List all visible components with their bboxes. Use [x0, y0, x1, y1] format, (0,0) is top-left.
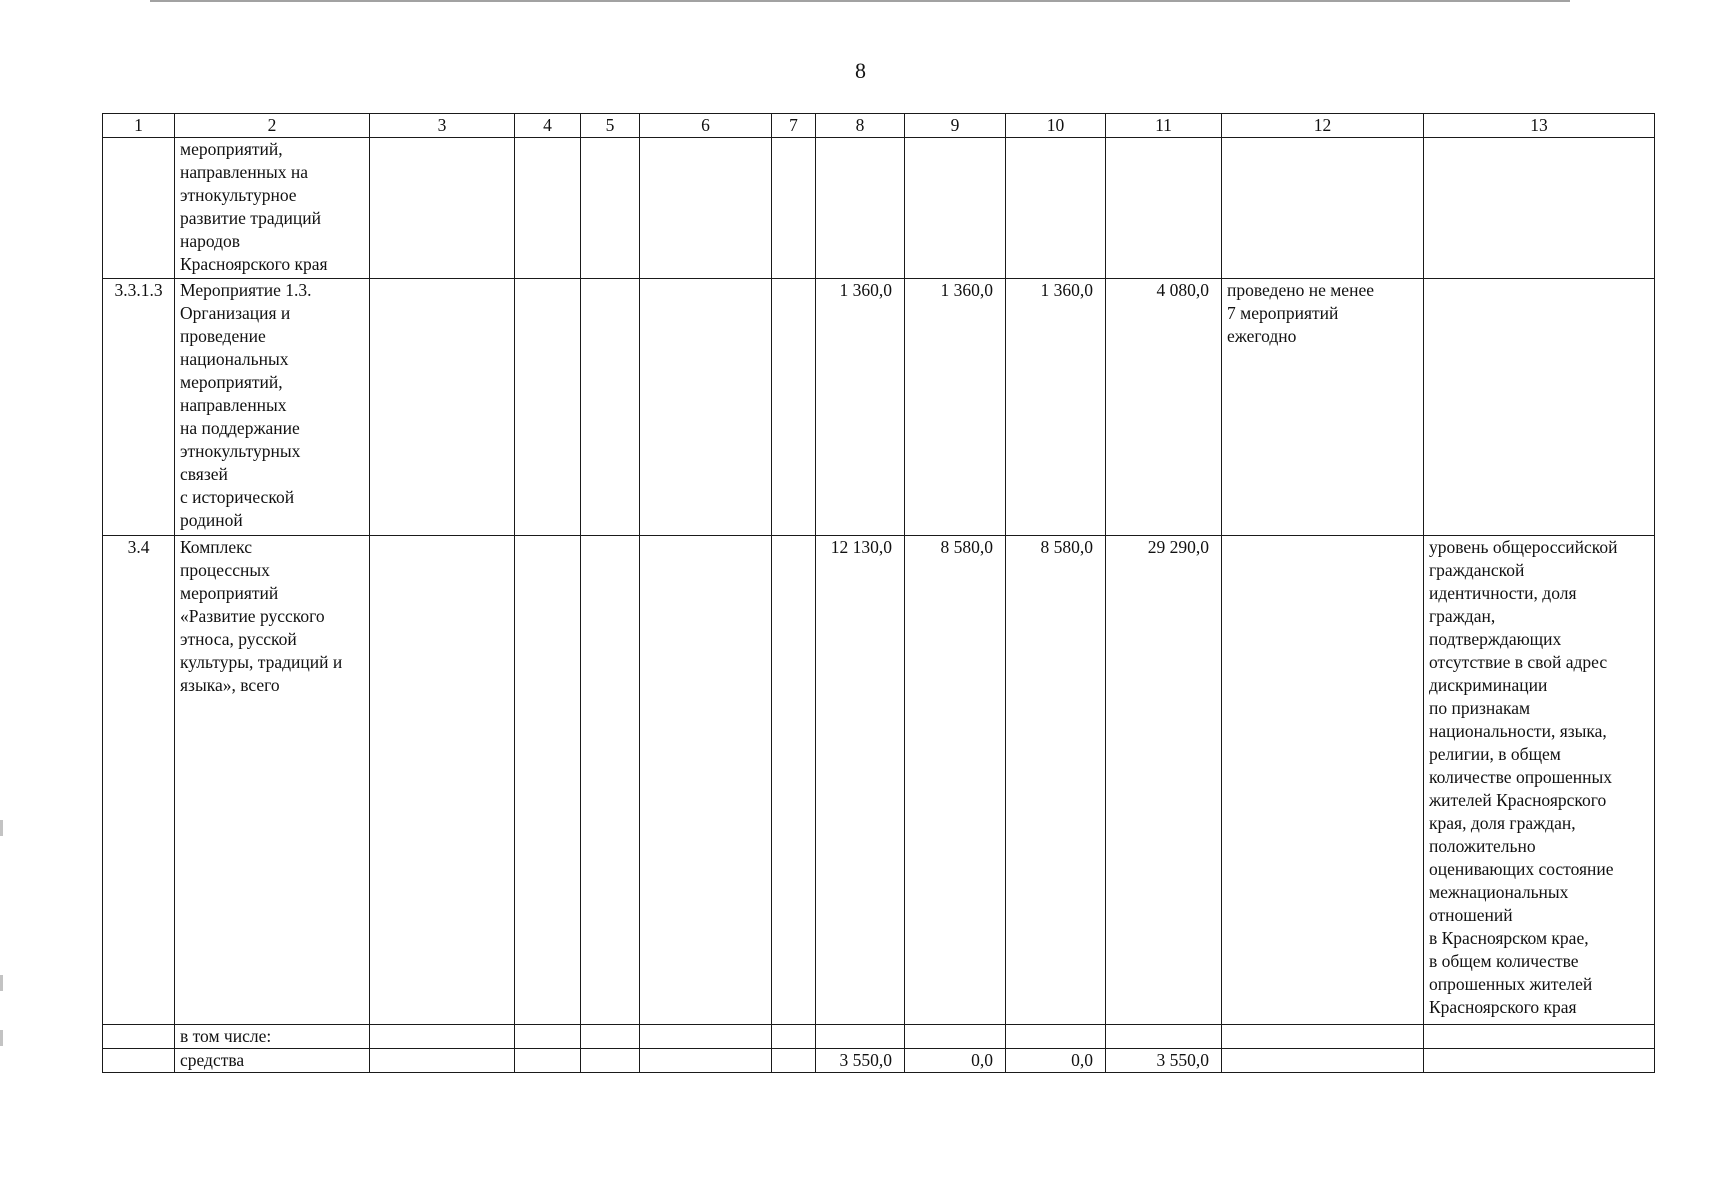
value-total: 3 550,0 [1106, 1049, 1222, 1073]
empty-cell [640, 279, 772, 536]
empty-cell [515, 279, 581, 536]
empty-cell [772, 1049, 816, 1073]
row-number: 3.4 [103, 536, 175, 1025]
value-year-1: 1 360,0 [816, 279, 905, 536]
empty-cell [772, 279, 816, 536]
empty-cell [581, 536, 640, 1025]
column-header: 8 [816, 114, 905, 138]
column-header: 6 [640, 114, 772, 138]
empty-cell [581, 1025, 640, 1049]
row-number: 3.3.1.3 [103, 279, 175, 536]
indicator [1424, 138, 1655, 279]
value-year-3 [1006, 138, 1106, 279]
empty-cell [772, 1025, 816, 1049]
scan-edge [150, 0, 1570, 2]
row-description: мероприятий, направленных на этнокультурное развитие традиций народов Красноярского края [175, 138, 370, 279]
row-description: Комплекс процессных мероприятий «Развитие русского этноса, русской культуры, традиций и языка», всего [175, 536, 370, 1025]
expected-result [1222, 138, 1424, 279]
page-number: 8 [855, 58, 866, 83]
scan-mark [0, 975, 3, 991]
value-year-2: 1 360,0 [905, 279, 1006, 536]
column-number-row [103, 114, 1655, 138]
column-header: 10 [1006, 114, 1106, 138]
value-total [1106, 1025, 1222, 1049]
value-year-2 [905, 1025, 1006, 1049]
empty-cell [515, 536, 581, 1025]
empty-cell [515, 1049, 581, 1073]
value-year-3: 1 360,0 [1006, 279, 1106, 536]
empty-cell [772, 536, 816, 1025]
table-row [103, 1025, 1655, 1049]
row-description: средства [175, 1049, 370, 1073]
value-year-2: 8 580,0 [905, 536, 1006, 1025]
empty-cell [640, 138, 772, 279]
scan-mark [0, 1030, 3, 1046]
table-row [103, 536, 1655, 1025]
column-header: 2 [175, 114, 370, 138]
value-year-3: 8 580,0 [1006, 536, 1106, 1025]
indicator [1424, 279, 1655, 536]
row-number [103, 1025, 175, 1049]
column-header: 1 [103, 114, 175, 138]
row-description: в том числе: [175, 1025, 370, 1049]
value-year-2: 0,0 [905, 1049, 1006, 1073]
value-total: 29 290,0 [1106, 536, 1222, 1025]
row-number [103, 138, 175, 279]
value-year-1 [816, 138, 905, 279]
value-year-1: 12 130,0 [816, 536, 905, 1025]
empty-cell [581, 279, 640, 536]
row-description: Мероприятие 1.3. Организация и проведение национальных мероприятий, направленных на поддержание этнокультурных связей с исторической родиной [175, 279, 370, 536]
expected-result: проведено не менее 7 мероприятий ежегодно [1222, 279, 1424, 536]
empty-cell [370, 1049, 515, 1073]
scan-mark [0, 820, 3, 836]
expected-result [1222, 536, 1424, 1025]
column-header: 13 [1424, 114, 1655, 138]
column-header: 12 [1222, 114, 1424, 138]
value-total [1106, 138, 1222, 279]
indicator: уровень общероссийской гражданской идентичности, доля граждан, подтверждающих отсутствие в свой адрес дискриминации по признакам национальности, языка, религии, в общем количестве опрошенных жителей Красноярского края, доля граждан, положительно оценивающих состояние межнациональных отношений в Красноярском крае, в общем количестве опрошенных жителей Красноярского края [1424, 536, 1655, 1025]
value-total: 4 080,0 [1106, 279, 1222, 536]
expected-result [1222, 1025, 1424, 1049]
table-row [103, 279, 1655, 536]
empty-cell [370, 1025, 515, 1049]
value-year-3: 0,0 [1006, 1049, 1106, 1073]
indicator [1424, 1025, 1655, 1049]
table-row [103, 1049, 1655, 1073]
expected-result [1222, 1049, 1424, 1073]
column-header: 9 [905, 114, 1006, 138]
column-header: 4 [515, 114, 581, 138]
empty-cell [772, 138, 816, 279]
empty-cell [640, 1025, 772, 1049]
empty-cell [581, 1049, 640, 1073]
program-table [102, 113, 1655, 1073]
empty-cell [370, 279, 515, 536]
empty-cell [640, 1049, 772, 1073]
value-year-3 [1006, 1025, 1106, 1049]
empty-cell [515, 138, 581, 279]
value-year-1: 3 550,0 [816, 1049, 905, 1073]
column-header: 5 [581, 114, 640, 138]
empty-cell [370, 138, 515, 279]
value-year-2 [905, 138, 1006, 279]
table-row [103, 138, 1655, 279]
column-header: 11 [1106, 114, 1222, 138]
indicator [1424, 1049, 1655, 1073]
column-header: 3 [370, 114, 515, 138]
row-number [103, 1049, 175, 1073]
empty-cell [370, 536, 515, 1025]
empty-cell [581, 138, 640, 279]
column-header: 7 [772, 114, 816, 138]
empty-cell [515, 1025, 581, 1049]
empty-cell [640, 536, 772, 1025]
value-year-1 [816, 1025, 905, 1049]
